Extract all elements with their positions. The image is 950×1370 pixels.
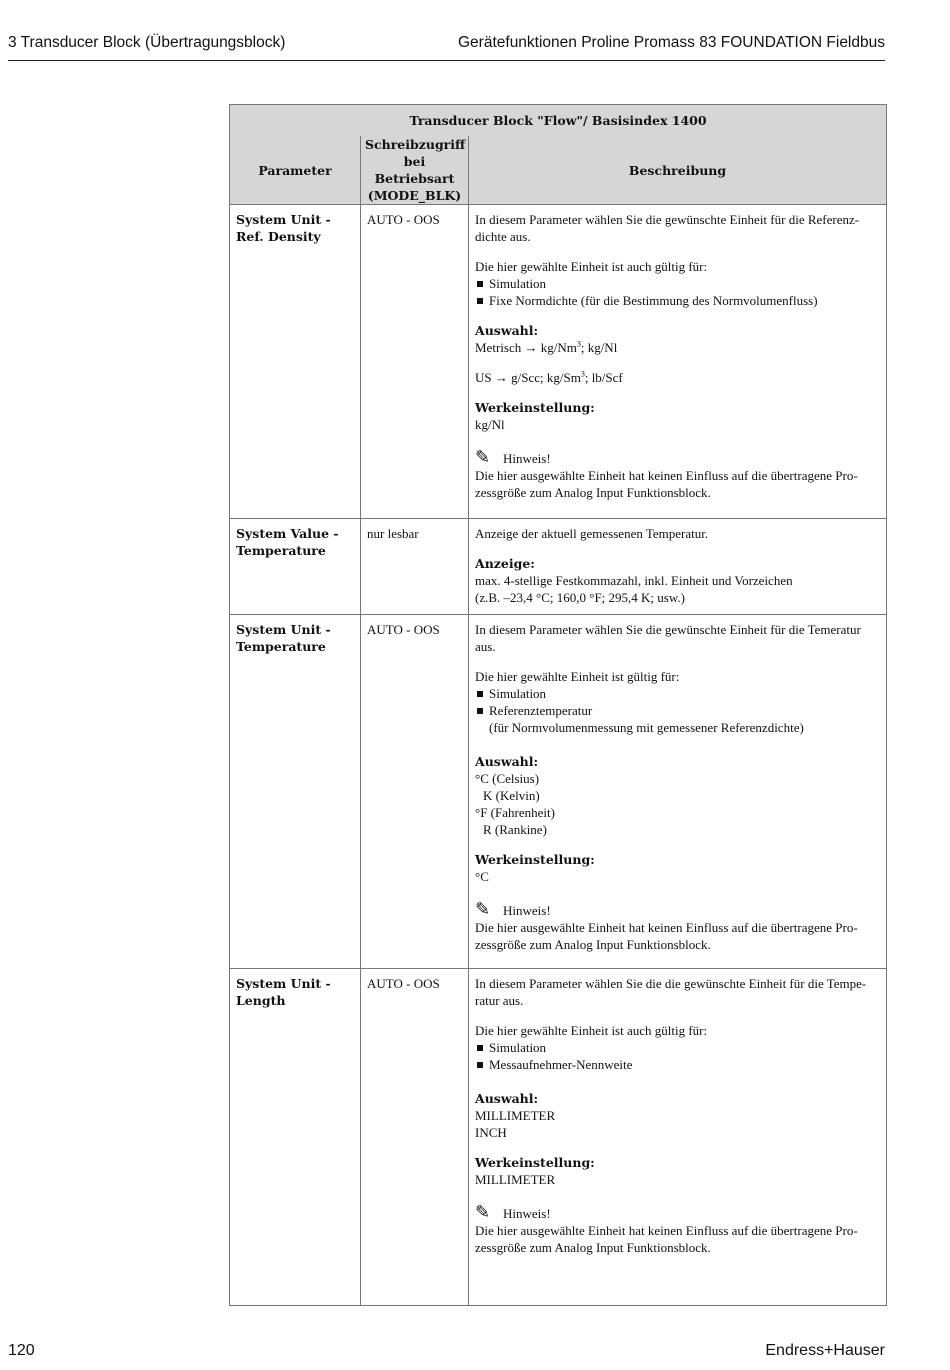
valid-for-label: Die hier gewählte Einheit ist gültig für: — [475, 669, 680, 684]
default-label: Werkeinstellung: — [475, 400, 595, 415]
choice-label: Auswahl: — [475, 754, 539, 769]
list-item-continuation: (für Normvolumenmessung mit gemessener Referenzdichte) — [489, 720, 804, 735]
hint-block — [475, 449, 880, 501]
list-item: Simulation — [475, 1039, 880, 1056]
default-label: Werkeinstellung: — [475, 852, 595, 867]
valid-for-label: Die hier gewählte Einheit ist auch gültig für: — [475, 259, 708, 274]
choice-item: °F (Fahrenheit) — [475, 805, 555, 820]
choice-item: INCH — [475, 1125, 507, 1140]
parameter-name: System Unit - Temperature — [230, 615, 361, 969]
valid-for-label: Die hier gewählte Einheit ist auch gültig für: — [475, 1023, 708, 1038]
choice-item: R (Rankine) — [483, 822, 547, 837]
table-row — [230, 519, 887, 615]
description-cell — [469, 519, 887, 615]
list-item: Fixe Normdichte (für die Bestimmung des Normvolumenfluss) — [475, 292, 880, 309]
choice-us — [475, 369, 880, 386]
list-item: Simulation — [475, 685, 880, 702]
table-row — [230, 615, 887, 969]
choice-us-block — [475, 369, 880, 386]
page-number: 120 — [8, 1342, 35, 1359]
hint-text: Die hier ausgewählte Einheit hat keinen Einfluss auf die übertragene Pro-zessgröße zum Analog Input Funktionsblock. — [475, 468, 858, 500]
choice-us-text: US → g/Scc; kg/Sm — [475, 370, 581, 385]
parameter-name: System Value - Temperature — [230, 519, 361, 615]
default-block — [475, 399, 880, 433]
hint-label: Hinweis! — [503, 451, 551, 466]
brand-name: Endress+Hauser — [765, 1342, 885, 1359]
hint-block — [475, 901, 880, 953]
list-item: Simulation — [475, 275, 880, 292]
choice-label: Auswahl: — [475, 323, 539, 338]
hint-text: Die hier ausgewählte Einheit hat keinen Einfluss auf die übertragene Pro-zessgröße zum Analog Input Funktionsblock. — [475, 920, 858, 952]
table-row — [230, 969, 887, 1306]
table-row — [230, 205, 887, 519]
choice-block — [475, 322, 880, 356]
choice-metric — [475, 339, 880, 356]
choice-metric-text: Metrisch → kg/Nm — [475, 340, 577, 355]
valid-for-block — [475, 668, 880, 736]
choice-item: °C (Celsius) — [475, 771, 540, 786]
default-block — [475, 851, 880, 885]
column-header-access: Schreibzugriff bei Betriebsart (MODE_BLK) — [361, 136, 469, 205]
hint-label: Hinweis! — [503, 903, 551, 918]
choice-item: MILLIMETER — [475, 1108, 556, 1123]
description-cell — [469, 615, 887, 969]
valid-for-block — [475, 1022, 880, 1073]
page-header — [8, 30, 885, 61]
access-mode: AUTO - OOS — [361, 615, 469, 969]
display-line: (z.B. –23,4 °C; 160,0 °F; 295,4 K; usw.) — [475, 590, 685, 605]
transducer-block-table — [229, 104, 887, 1306]
parameter-name: System Unit - Length — [230, 969, 361, 1306]
default-value: °C — [475, 869, 489, 884]
display-line: max. 4-stellige Festkommazahl, inkl. Einheit und Vorzeichen — [475, 573, 793, 588]
description-cell — [469, 205, 887, 519]
superscript: 3 — [580, 369, 585, 379]
default-block — [475, 1154, 880, 1188]
access-mode: AUTO - OOS — [361, 969, 469, 1306]
valid-for-block — [475, 258, 880, 309]
choice-label: Auswahl: — [475, 1091, 539, 1106]
pencil-icon: ✎ — [475, 1202, 491, 1222]
hint-text: Die hier ausgewählte Einheit hat keinen Einfluss auf die übertragene Pro-zessgröße zum Analog Input Funktionsblock. — [475, 1223, 858, 1255]
description-intro: Anzeige der aktuell gemessenen Temperatur. — [475, 526, 709, 541]
hint-block — [475, 1204, 880, 1256]
table-title: Transducer Block "Flow"/ Basisindex 1400 — [230, 105, 887, 137]
choice-item: K (Kelvin) — [483, 788, 540, 803]
description-intro: In diesem Parameter wählen Sie die die gewünschte Einheit für die Tempe-ratur aus. — [475, 976, 867, 1008]
page-footer — [8, 1340, 885, 1364]
pencil-icon: ✎ — [475, 447, 491, 467]
access-mode: AUTO - OOS — [361, 205, 469, 519]
access-mode: nur lesbar — [361, 519, 469, 615]
hint-label: Hinweis! — [503, 1206, 551, 1221]
description-intro: In diesem Parameter wählen Sie die gewünschte Einheit für die Referenz-dichte aus. — [475, 212, 860, 244]
default-value: MILLIMETER — [475, 1172, 556, 1187]
pencil-icon: ✎ — [475, 899, 491, 919]
list-item: Referenztemperatur — [475, 702, 880, 719]
description-intro: In diesem Parameter wählen Sie die gewünschte Einheit für die Temeratur aus. — [475, 622, 861, 654]
list-item: Messaufnehmer-Nennweite — [475, 1056, 880, 1073]
choice-us-tail: ; lb/Scf — [584, 370, 623, 385]
display-label: Anzeige: — [475, 556, 535, 571]
parameter-name: System Unit - Ref. Density — [230, 205, 361, 519]
display-block — [475, 555, 880, 606]
default-value: kg/Nl — [475, 417, 505, 432]
description-cell — [469, 969, 887, 1306]
choice-metric-tail: ; kg/Nl — [580, 340, 618, 355]
document-title: Gerätefunktionen Proline Promass 83 FOUNDATION Fieldbus — [458, 34, 885, 51]
column-header-parameter: Parameter — [230, 136, 361, 205]
chapter-title: 3 Transducer Block (Übertragungsblock) — [8, 34, 286, 51]
superscript: 3 — [576, 339, 581, 349]
default-label: Werkeinstellung: — [475, 1155, 595, 1170]
column-header-description: Beschreibung — [469, 136, 887, 205]
choice-block — [475, 1090, 880, 1141]
choice-block — [475, 753, 880, 838]
